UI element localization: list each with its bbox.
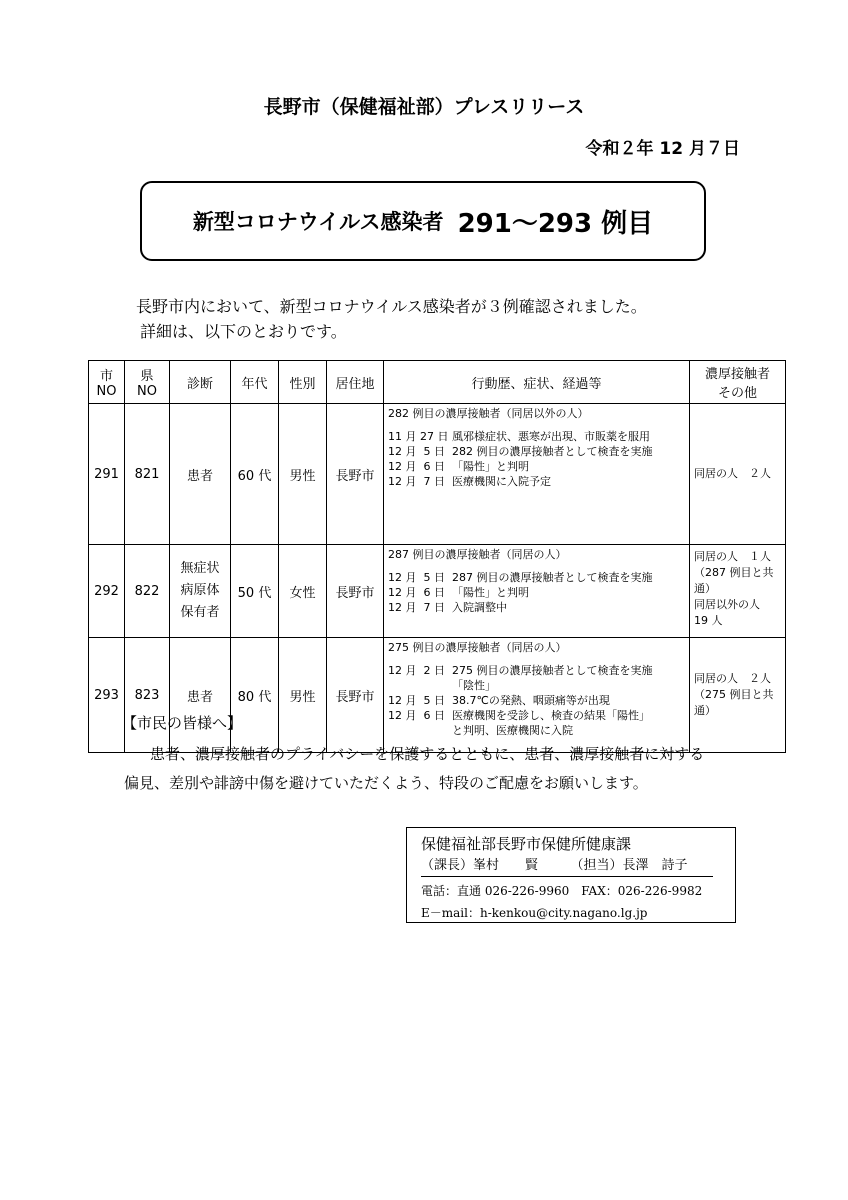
cases-table — [88, 360, 786, 753]
cell-contacts: 同居の人 １人（287 例目と共通） 同居以外の人 19 人 — [690, 545, 786, 638]
table-row — [89, 404, 786, 545]
course-line: 12 月 6 日 医療機関を受診し、検査の結果「陽性」 — [388, 709, 650, 722]
cell-contacts: 同居の人 ２人 — [690, 404, 786, 545]
cell-age: 50 代 — [231, 545, 279, 638]
intro-line-1: 長野市内において、新型コロナウイルス感染者が３例確認されました。 — [136, 297, 647, 316]
headline-text: 新型コロナウイルス感染者 — [192, 210, 444, 234]
header-course: 行動歴、症状、経過等 — [384, 361, 690, 404]
header-city-no: 市 NO — [89, 361, 125, 404]
cell-pref-no: 822 — [125, 545, 170, 638]
contact-box — [406, 827, 736, 923]
intro-text — [136, 294, 647, 344]
cell-course — [384, 545, 690, 638]
cell-city-no: 291 — [89, 404, 125, 545]
course-heading: 287 例目の濃厚接触者（同居の人） — [388, 548, 567, 561]
contact-staff: （課長）峯村 賢 （担当）長澤 詩子 — [421, 856, 713, 877]
cell-pref-no: 821 — [125, 404, 170, 545]
header-age: 年代 — [231, 361, 279, 404]
course-line: 11 月 27 日 風邪様症状、悪寒が出現、市販薬を服用 — [388, 430, 650, 443]
headline-case-range: 291～293 例目 — [457, 208, 654, 239]
cell-sex: 男性 — [279, 638, 327, 753]
course-heading: 275 例目の濃厚接触者（同居の人） — [388, 641, 567, 654]
cell-diagnosis: 患者 — [170, 638, 231, 753]
course-line: 12 月 7 日 入院調整中 — [388, 601, 507, 614]
cell-course — [384, 404, 690, 545]
course-line: 12 月 6 日 「陽性」と判明 — [388, 460, 529, 473]
course-heading: 282 例目の濃厚接触者（同居以外の人） — [388, 407, 589, 420]
header-residence: 居住地 — [327, 361, 384, 404]
course-line: 12 月 5 日 282 例目の濃厚接触者として検査を実施 — [388, 445, 653, 458]
cell-diagnosis: 患者 — [170, 404, 231, 545]
cell-pref-no: 823 — [125, 638, 170, 753]
contact-department: 保健福祉部長野市保健所健康課 — [421, 835, 632, 853]
cell-contacts: 同居の人 ２人（275 例目と共通） — [690, 638, 786, 753]
course-line: 12 月 2 日 275 例目の濃厚接触者として検査を実施 — [388, 664, 653, 677]
cell-sex: 女性 — [279, 545, 327, 638]
header-sex: 性別 — [279, 361, 327, 404]
course-line: 12 月 7 日 医療機関に入院予定 — [388, 475, 551, 488]
cell-city-no: 292 — [89, 545, 125, 638]
notice-line-2: 偏見、差別や誹謗中傷を避けていただくよう、特段のご配慮をお願いします。 — [124, 774, 648, 792]
table-row — [89, 545, 786, 638]
cell-age: 80 代 — [231, 638, 279, 753]
notice-line-1: 患者、濃厚接触者のプライバシーを保護するとともに、患者、濃厚接触者に対する — [150, 745, 705, 763]
table-header-row — [89, 361, 786, 404]
header-pref-no: 県 NO — [125, 361, 170, 404]
course-line: 12 月 5 日 38.7℃の発熱、咽頭痛等が出現 — [388, 694, 610, 707]
table-row — [89, 638, 786, 753]
cell-sex: 男性 — [279, 404, 327, 545]
course-line: 12 月 5 日 287 例目の濃厚接触者として検査を実施 — [388, 571, 653, 584]
release-date: 令和２年 12 月７日 — [585, 139, 740, 159]
cell-residence: 長野市 — [327, 404, 384, 545]
cell-city-no: 293 — [89, 638, 125, 753]
header-contacts: 濃厚接触者 その他 — [690, 361, 786, 404]
cell-age: 60 代 — [231, 404, 279, 545]
contact-email[interactable]: E－mail：h-kenkou@city.nagano.lg.jp — [421, 906, 648, 920]
cell-residence: 長野市 — [327, 638, 384, 753]
course-line: 「陰性」 — [452, 679, 496, 692]
intro-line-2: 詳細は、以下のとおりです。 — [140, 322, 347, 341]
course-line: と判明、医療機関に入院 — [452, 724, 573, 737]
course-line: 12 月 6 日 「陽性」と判明 — [388, 586, 529, 599]
cell-diagnosis: 無症状 病原体 保有者 — [170, 545, 231, 638]
cell-course — [384, 638, 690, 753]
press-release-title: 長野市（保健福祉部）プレスリリース — [263, 96, 585, 118]
cell-residence: 長野市 — [327, 545, 384, 638]
headline-box — [140, 181, 706, 261]
notice-heading: 【市民の皆様へ】 — [122, 714, 243, 732]
contact-phone-fax: 電話：直通 026-226-9960 FAX：026-226-9982 — [421, 884, 703, 898]
header-diagnosis: 診断 — [170, 361, 231, 404]
notice-body — [120, 740, 704, 798]
